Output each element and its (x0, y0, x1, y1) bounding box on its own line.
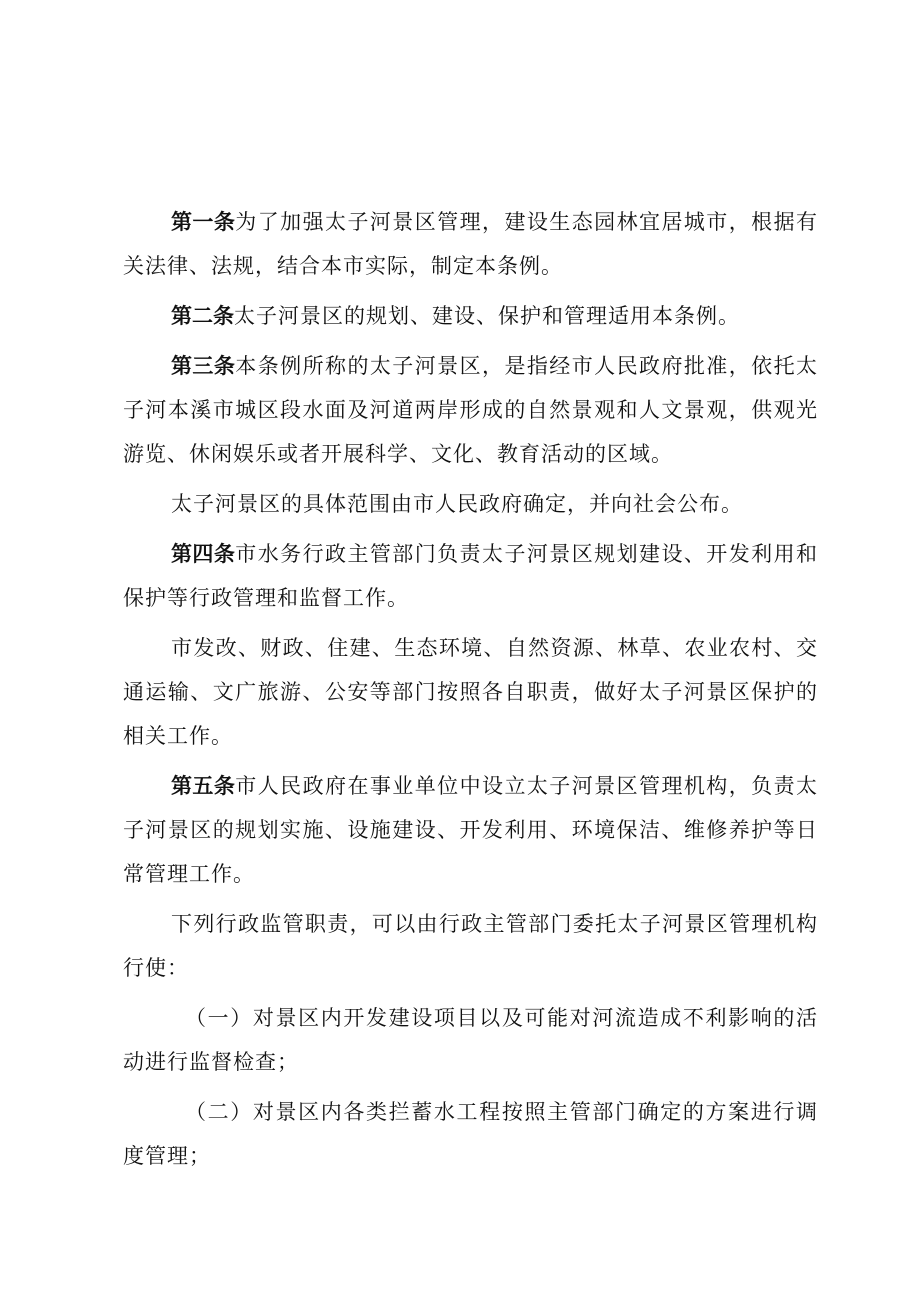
regulation-body (123, 200, 818, 1184)
article-text: 本条例所称的太子河景区，是指经市人民政府批准，依托太子河本溪市城区段水面及河道两岸形成的自然景观和人文景观，供观光游览、休闲娱乐或者开展科学、文化、教育活动的区域。 (123, 354, 819, 466)
article-label: 第二条 (171, 304, 234, 328)
article-text: 为了加强太子河景区管理，建设生态园林宜居城市，根据有关法律、法规，结合本市实际，制定本条例。 (123, 210, 819, 278)
article-5-paragraph: 下列行政监管职责，可以由行政主管部门委托太子河景区管理机构行使： (123, 912, 818, 980)
article-4 (123, 532, 818, 620)
article-5-item-1: （一）对景区内开发建设项目以及可能对河流造成不利影响的活动进行监督检查； (123, 1006, 818, 1074)
article-label: 第三条 (171, 354, 236, 378)
article-1 (123, 200, 818, 288)
article-5 (123, 764, 818, 896)
article-text: 太子河景区的规划、建设、保护和管理适用本条例。 (234, 304, 740, 328)
article-label: 第一条 (171, 210, 236, 234)
article-label: 第五条 (171, 774, 236, 798)
article-3-paragraph: 太子河景区的具体范围由市人民政府确定，并向社会公布。 (171, 492, 743, 516)
article-4-paragraph: 市发改、财政、住建、生态环境、自然资源、林草、农业农村、交通运输、文广旅游、公安等部门按照各自职责，做好太子河景区保护的相关工作。 (123, 636, 818, 748)
article-text: 市人民政府在事业单位中设立太子河景区管理机构，负责太子河景区的规划实施、设施建设、开发利用、环境保洁、维修养护等日常管理工作。 (123, 774, 819, 886)
article-2 (123, 294, 818, 338)
article-text: 市水务行政主管部门负责太子河景区规划建设、开发利用和保护等行政管理和监督工作。 (123, 542, 819, 610)
article-label: 第四条 (171, 542, 236, 566)
article-5-item-2: （二）对景区内各类拦蓄水工程按照主管部门确定的方案进行调度管理； (123, 1100, 818, 1168)
article-3 (123, 344, 818, 476)
